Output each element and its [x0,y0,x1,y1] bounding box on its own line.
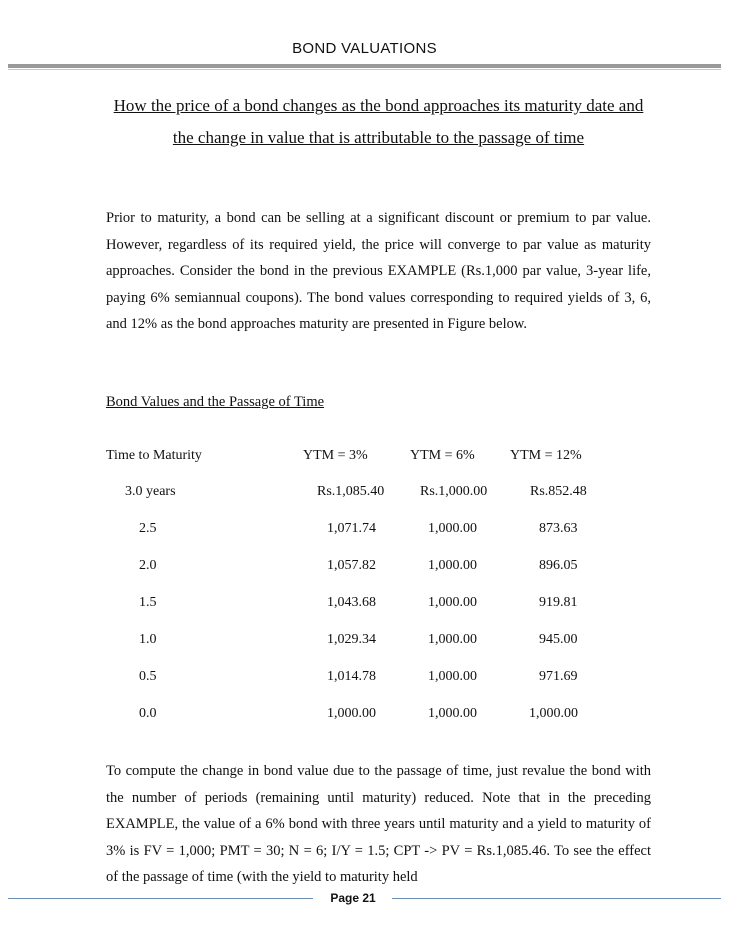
footer-divider-right [392,898,721,899]
col-header-ytm6: YTM = 6% [410,448,475,463]
header-divider-thin [8,69,721,70]
header-divider [8,64,721,68]
col-header-ytm12: YTM = 12% [510,448,582,463]
page-header-title: BOND VALUATIONS [292,40,437,57]
table-cell-ytm3: Rs.1,085.40 [317,484,385,499]
table-cell-ytm6: 1,000.00 [428,521,477,536]
table-cell-ytm6: 1,000.00 [428,669,477,684]
table-cell-ytm3: 1,043.68 [327,595,376,610]
table-cell-ytm3: 1,057.82 [327,558,376,573]
table-cell-time: 3.0 years [125,484,176,499]
table-cell-ytm6: Rs.1,000.00 [420,484,488,499]
table-cell-ytm12: 945.00 [539,632,578,647]
table-cell-time: 1.5 [139,595,157,610]
intro-paragraph: Prior to maturity, a bond can be selling at a significant discount or premium to par value. However, regardless of its required yield, the price will converge to par value as maturity approaches. Consider the bond in the previous EXAMPLE (Rs.1,000 par value, 3-year life, paying 6% semiannual coupons). The bond values corresponding to required yields of 3, 6, and 12% as the bond approaches maturity are presented in Figure below. [106,210,651,332]
section-heading: How the price of a bond changes as the bond approaches its maturity date and the change in value that is attributable to the passage of time [113,96,644,147]
col-header-time: Time to Maturity [106,448,202,463]
table-cell-time: 2.0 [139,558,157,573]
table-cell-ytm12: 896.05 [539,558,578,573]
footer-divider-left [8,898,313,899]
table-cell-time: 1.0 [139,632,157,647]
table-cell-ytm6: 1,000.00 [428,558,477,573]
table-cell-ytm12: Rs.852.48 [530,484,587,499]
col-header-ytm3: YTM = 3% [303,448,368,463]
table-cell-ytm3: 1,014.78 [327,669,376,684]
table-cell-ytm6: 1,000.00 [428,706,477,721]
table-title: Bond Values and the Passage of Time [106,394,325,410]
table-cell-ytm12: 1,000.00 [529,706,578,721]
table-cell-ytm12: 919.81 [539,595,578,610]
table-cell-time: 0.5 [139,669,157,684]
table-cell-ytm12: 873.63 [539,521,578,536]
table-cell-ytm6: 1,000.00 [428,595,477,610]
table-cell-time: 2.5 [139,521,157,536]
table-cell-ytm3: 1,071.74 [327,521,376,536]
body-paragraph: To compute the change in bond value due to the passage of time, just revalue the bond with the number of periods (remaining until maturity) reduced. Note that in the preceding EXAMPLE, the value of a 6% bond with three years until maturity and a yield to maturity of 3% is FV = 1,000; PMT = 30; N = 6; I/Y = 1.5; CPT -> PV = Rs.1,085.46. To see the effect of the passage of time (with the yield to maturity held [106,763,651,885]
table-cell-time: 0.0 [139,706,157,721]
page-number: Page 21 [330,891,376,905]
table-cell-ytm3: 1,029.34 [327,632,376,647]
table-cell-ytm12: 971.69 [539,669,578,684]
table-cell-ytm6: 1,000.00 [428,632,477,647]
table-cell-ytm3: 1,000.00 [327,706,376,721]
